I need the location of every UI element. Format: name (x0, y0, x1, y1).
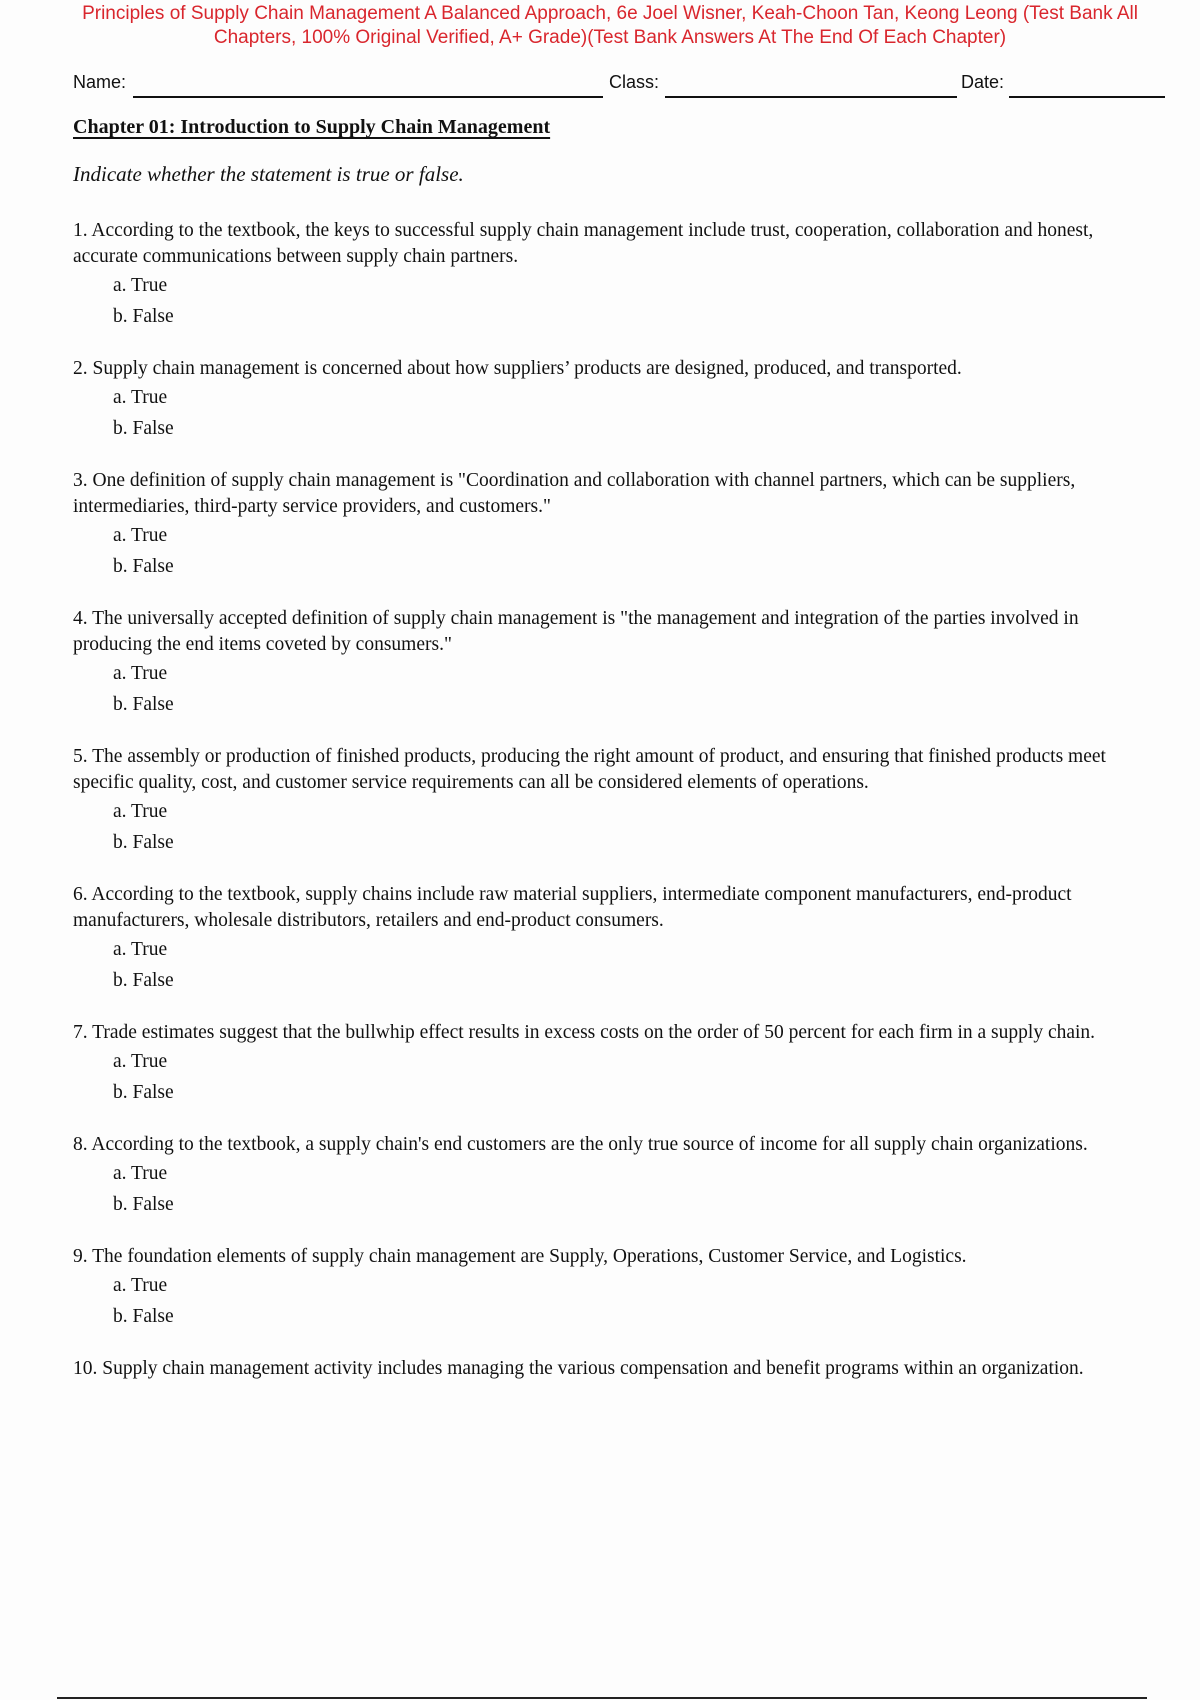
option-false[interactable]: b. False (113, 1194, 174, 1215)
option-true[interactable]: a. True (113, 939, 168, 960)
chapter-title: Chapter 01: Introduction to Supply Chain Management (73, 116, 551, 138)
question-text: 3. One definition of supply chain management is "Coordination and collaboration with channel partners, which can be suppliers, intermediaries, third-party service providers, and customers." (73, 470, 1076, 517)
document-banner: Principles of Supply Chain Management A Balanced Approach, 6e Joel Wisner, Keah-Choon Tan, Keong Leong (Test Bank All Chapters, 100% Original Verified, A+ Grade)(Test Bank Answers At The End Of Each Chapter) (82, 3, 1138, 48)
option-false[interactable]: b. False (113, 694, 174, 715)
instructions: Indicate whether the statement is true or false. (73, 162, 464, 186)
date-field[interactable] (1009, 96, 1165, 98)
option-true[interactable]: a. True (113, 801, 168, 822)
option-false[interactable]: b. False (113, 970, 174, 991)
question (73, 1356, 1143, 1382)
option-false[interactable]: b. False (113, 1306, 174, 1327)
option-false[interactable]: b. False (113, 306, 174, 327)
question-text: 1. According to the textbook, the keys to successful supply chain management include trust, cooperation, collaboration and honest, accurate communications between supply chain partners. (73, 220, 1094, 267)
question-text: 9. The foundation elements of supply chain management are Supply, Operations, Customer Service, and Logistics. (73, 1246, 967, 1267)
question (73, 1020, 1143, 1108)
question (73, 218, 1143, 332)
option-true[interactable]: a. True (113, 275, 168, 296)
question-text: 2. Supply chain management is concerned about how suppliers’ products are designed, produced, and transported. (73, 358, 962, 379)
option-true[interactable]: a. True (113, 1275, 168, 1296)
option-true[interactable]: a. True (113, 663, 168, 684)
option-false[interactable]: b. False (113, 1082, 174, 1103)
question (73, 744, 1143, 858)
class-field[interactable] (665, 96, 957, 98)
class-label: Class: (609, 72, 660, 92)
question-text: 4. The universally accepted definition of supply chain management is "the management and integration of the parties involved in producing the end items coveted by consumers." (73, 608, 1079, 655)
option-true[interactable]: a. True (113, 1163, 168, 1184)
question-text: 8. According to the textbook, a supply chain's end customers are the only true source of income for all supply chain organizations. (73, 1134, 1088, 1155)
question-text: 7. Trade estimates suggest that the bullwhip effect results in excess costs on the order of 50 percent for each firm in a supply chain. (73, 1022, 1096, 1043)
option-false[interactable]: b. False (113, 418, 174, 439)
option-true[interactable]: a. True (113, 387, 168, 408)
question (73, 1132, 1143, 1220)
question (73, 356, 1143, 444)
option-true[interactable]: a. True (113, 525, 168, 546)
option-false[interactable]: b. False (113, 832, 174, 853)
name-field[interactable] (133, 96, 603, 98)
footer-divider (57, 1697, 1147, 1699)
question-list (73, 218, 1143, 1406)
question (73, 1244, 1143, 1332)
question (73, 468, 1143, 582)
option-true[interactable]: a. True (113, 1051, 168, 1072)
question-text: 6. According to the textbook, supply chains include raw material suppliers, intermediate component manufacturers, end-product manufacturers, wholesale distributors, retailers and end-product consumers. (73, 884, 1072, 931)
question (73, 882, 1143, 996)
question-text: 5. The assembly or production of finished products, producing the right amount of product, and ensuring that finished products meet specific quality, cost, and customer service requirements can all be considered elements of operations. (73, 746, 1106, 793)
date-label: Date: (961, 72, 1005, 92)
question-text: 10. Supply chain management activity includes managing the various compensation and benefit programs within an organization. (73, 1358, 1084, 1379)
option-false[interactable]: b. False (113, 556, 174, 577)
question (73, 606, 1143, 720)
name-label: Name: (73, 72, 127, 92)
header-fields (73, 72, 1165, 100)
